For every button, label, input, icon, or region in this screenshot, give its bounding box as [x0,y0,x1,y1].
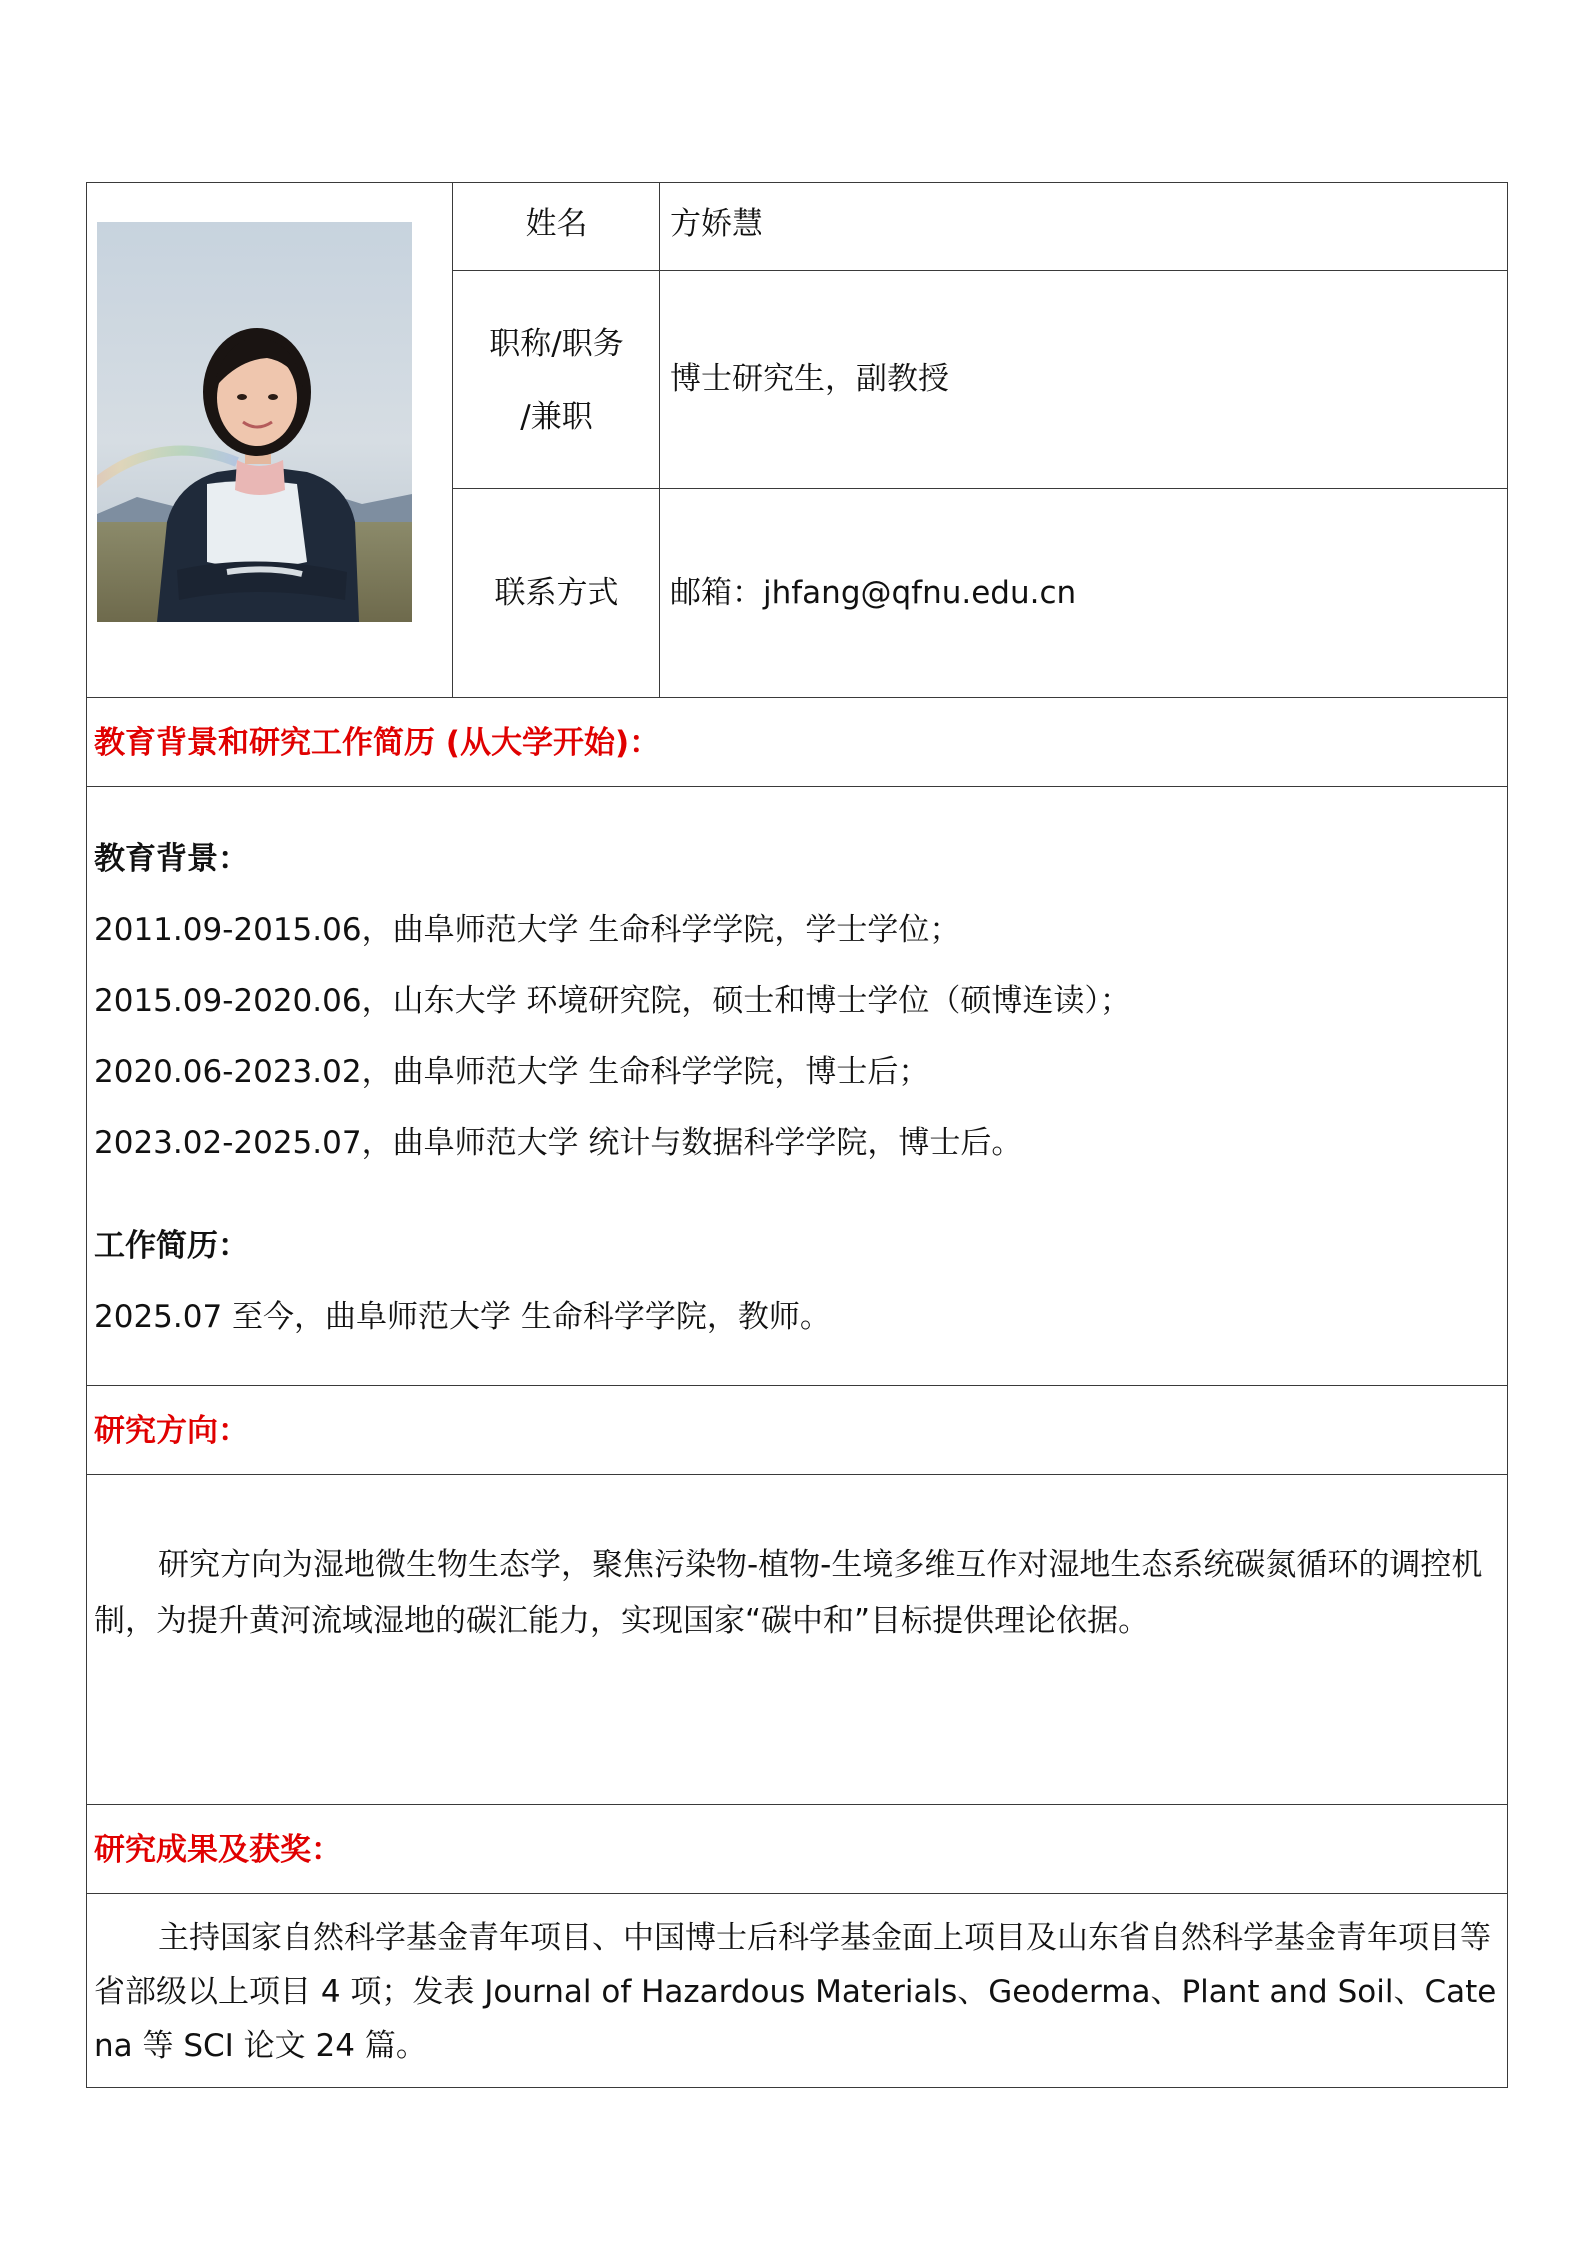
education-item: 2020.06-2023.02，曲阜师范大学 生命科学学院，博士后； [94,1054,930,1090]
divider-row-name [452,270,1508,271]
title-label-line1: 职称/职务 [489,326,624,362]
education-item: 2011.09-2015.06，曲阜师范大学 生命科学学院，学士学位； [94,912,961,948]
divider-achievements-header [86,1893,1508,1894]
title-value: 博士研究生，副教授 [670,361,949,397]
work-item: 2025.07 至今，曲阜师范大学 生命科学学院，教师。 [94,1299,831,1335]
divider-edu-end [86,1385,1508,1386]
name-value: 方娇慧 [670,206,763,242]
research-body: 研究方向为湿地微生物生态学，聚焦污染物-植物-生境多维互作对湿地生态系统碳氮循环的调控机制，为提升黄河流域湿地的碳汇能力，实现国家“碳中和”目标提供理论依据。 [94,1547,1483,1639]
work-title: 工作简历： [94,1228,249,1264]
contact-value: 邮箱：jhfang@qfnu.edu.cn [670,575,1077,611]
divider-row-title [452,488,1508,489]
divider-top-block-end [86,697,1508,698]
education-title: 教育背景： [94,841,249,877]
divider-research-end [86,1804,1508,1805]
divider-research-header [86,1474,1508,1475]
divider-photo-col [452,182,453,697]
education-section-header: 教育背景和研究工作简历 (从大学开始)： [94,725,661,761]
contact-label: 联系方式 [494,575,619,611]
achievements-body: 主持国家自然科学基金青年项目、中国博士后科学基金面上项目及山东省自然科学基金青年项目等省部级以上项目 4 项；发表 Journal of Hazardous Materials、Geoderma、Plant and Soil、Catena 等 SCI 论文 24 篇。 [94,1920,1497,2064]
profile-photo-illustration [97,222,412,622]
achievements-section-header: 研究成果及获奖： [94,1832,342,1868]
research-section-header: 研究方向： [94,1413,249,1449]
education-item: 2023.02-2025.07，曲阜师范大学 统计与数据科学学院，博士后。 [94,1125,1023,1161]
profile-photo [97,222,412,622]
education-item: 2015.09-2020.06，山东大学 环境研究院，硕士和博士学位（硕博连读）； [94,983,1131,1019]
title-label-line2: /兼职 [520,399,593,435]
divider-label-col [659,182,660,697]
name-label: 姓名 [525,206,588,242]
divider-edu-header [86,786,1508,787]
